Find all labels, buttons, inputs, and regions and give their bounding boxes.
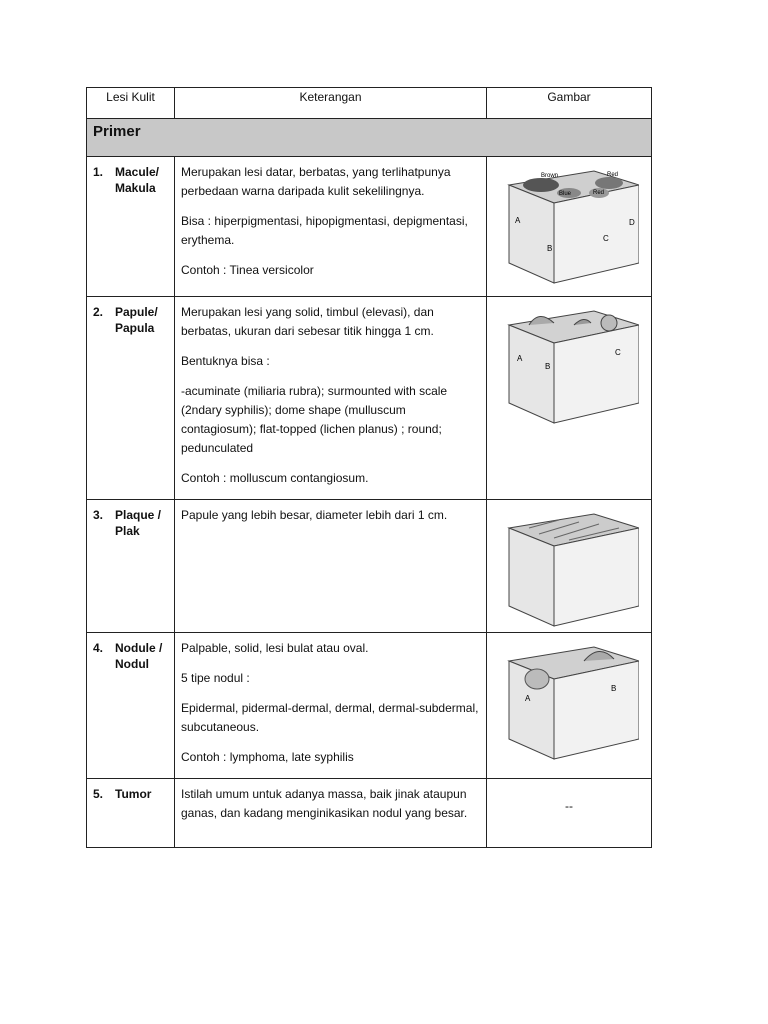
image-cell: [487, 297, 652, 500]
row-number: 1.: [93, 165, 104, 179]
table-row: [87, 157, 652, 297]
description-cell: [175, 500, 487, 633]
description-paragraph: Istilah umum untuk adanya massa, baik jinak ataupun ganas, dan kadang menginikasikan nodul yang besar.: [181, 787, 468, 820]
header-gambar: Gambar: [487, 88, 652, 119]
description-cell: [175, 157, 487, 297]
description-paragraph: -acuminate (miliaria rubra); surmounted with scale (2ndary syphilis); dome shape (mulluscum contagiosum); flat-topped (lichen planus) ; round; pedunculated: [181, 384, 448, 455]
section-row-primer: [87, 119, 652, 157]
description-paragraph: Bisa : hiperpigmentasi, hipopigmentasi, depigmentasi, erythema.: [181, 214, 468, 247]
section-label: Primer: [93, 123, 141, 140]
label-a: A: [525, 694, 531, 703]
section-cell: [87, 119, 652, 157]
table-row: [87, 297, 652, 500]
lesi-kulit-table: [86, 87, 652, 848]
image-cell: [487, 157, 652, 297]
table-header-row: [87, 88, 652, 119]
description-cell: [175, 633, 487, 779]
header-keterangan: Keterangan: [175, 88, 487, 119]
row-number: 5.: [93, 787, 104, 801]
table-row: [87, 500, 652, 633]
papule-skin-illustration: [499, 303, 639, 428]
label-c: C: [615, 348, 621, 357]
row-number: 2.: [93, 305, 104, 319]
label-b: B: [547, 244, 553, 253]
description-paragraph: 5 tipe nodul :: [181, 671, 250, 685]
description-paragraph: Contoh : lymphoma, late syphilis: [181, 750, 354, 764]
lesion-name: Plaque / Plak: [115, 508, 162, 538]
label-red: Red: [607, 172, 619, 178]
description-paragraph: Bentuknya bisa :: [181, 354, 270, 368]
plaque-skin-illustration: [499, 506, 639, 631]
macule-skin-illustration: [499, 163, 639, 288]
description-cell: [175, 297, 487, 500]
description-paragraph: Contoh : Tinea versicolor: [181, 263, 314, 277]
no-image-placeholder: --: [565, 799, 573, 813]
lesion-name: Macule/ Makula: [115, 165, 160, 195]
table-row: [87, 779, 652, 848]
lesion-name-cell: [87, 297, 175, 500]
lesion-name: Nodule / Nodul: [115, 641, 163, 671]
lesion-name-cell: [87, 779, 175, 848]
table-row: [87, 633, 652, 779]
label-brown: Brown: [541, 173, 559, 179]
row-number: 3.: [93, 508, 104, 522]
lesion-name: Papule/ Papula: [115, 305, 158, 335]
lesion-name-cell: [87, 157, 175, 297]
label-a: A: [517, 354, 523, 363]
label-b: B: [611, 684, 617, 693]
label-blue: Blue: [559, 191, 572, 197]
description-paragraph: Papule yang lebih besar, diameter lebih dari 1 cm.: [181, 508, 448, 522]
nodule-skin-illustration: [499, 639, 639, 764]
label-d: D: [629, 218, 635, 227]
description-paragraph: Contoh : molluscum contangiosum.: [181, 471, 369, 485]
image-cell: [487, 633, 652, 779]
description-paragraph: Merupakan lesi datar, berbatas, yang terlihatpunya perbedaan warna daripada kulit sekelilingnya.: [181, 165, 451, 198]
label-b: B: [545, 362, 551, 371]
label-a: A: [515, 216, 521, 225]
lesion-name: Tumor: [115, 787, 152, 801]
description-paragraph: Epidermal, pidermal-dermal, dermal, dermal-subdermal, subcutaneous.: [181, 701, 479, 734]
description-paragraph: Merupakan lesi yang solid, timbul (elevasi), dan berbatas, ukuran dari sebesar titik hingga 1 cm.: [181, 305, 434, 338]
lesion-name-cell: [87, 500, 175, 633]
image-cell: [487, 500, 652, 633]
row-number: 4.: [93, 641, 104, 655]
image-cell: [487, 779, 652, 848]
label-red-2: Red: [593, 190, 605, 196]
lesion-name-cell: [87, 633, 175, 779]
label-c: C: [603, 234, 609, 243]
description-cell: [175, 779, 487, 848]
description-paragraph: Palpable, solid, lesi bulat atau oval.: [181, 641, 369, 655]
header-lesi-kulit: Lesi Kulit: [87, 88, 175, 119]
